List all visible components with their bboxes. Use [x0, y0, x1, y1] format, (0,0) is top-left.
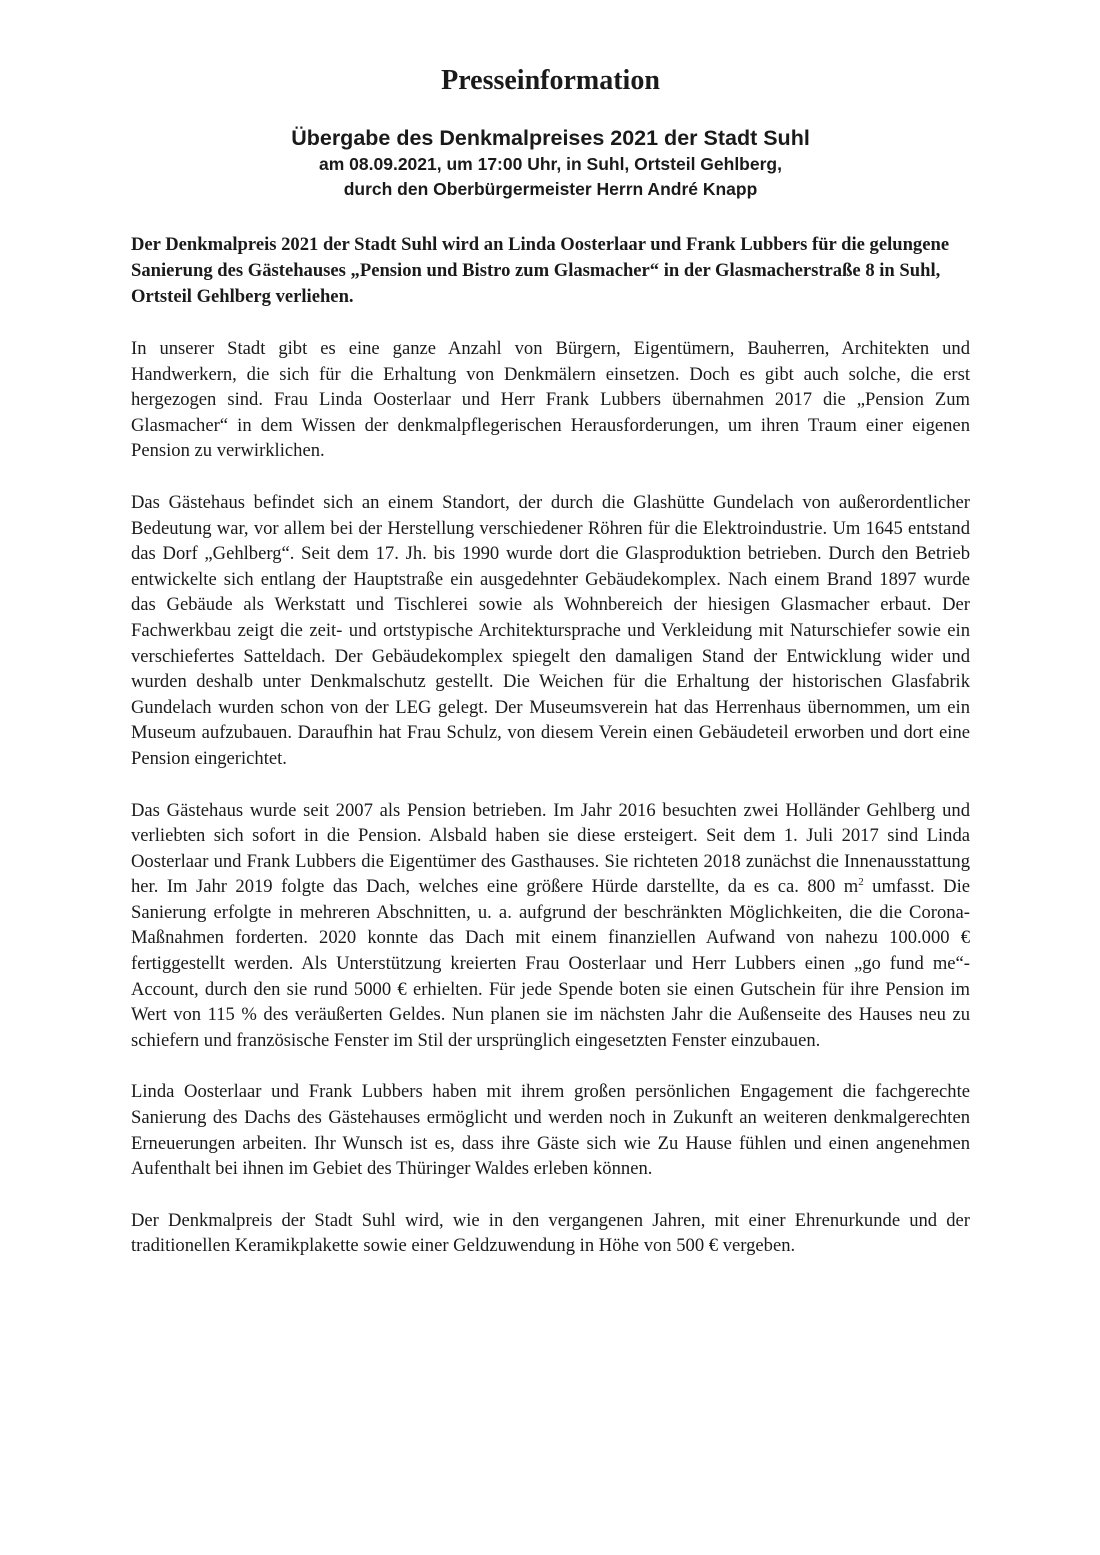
body-paragraph-1: In unserer Stadt gibt es eine ganze Anzahl von Bürgern, Eigentümern, Bauherren, Architekten und Handwerkern, die sich für die Erhaltung von Denkmälern einsetzen. Doch es gibt auch solche, die erst hergezogen sind. Frau Linda Oosterlaar und Herr Frank Lubbers übernahmen 2017 die „Pension Zum Glasmacher“ in dem Wissen der denkmalpflegerischen Herausforderungen, um ihren Traum einer eigenen Pension zu verwirklichen.	[131, 338, 970, 462]
lead-paragraph: Der Denkmalpreis 2021 der Stadt Suhl wird an Linda Oosterlaar und Frank Lubbers für die gelungene Sanierung des Gästehauses „Pension und Bistro zum Glasmacher“ in der Glasmacherstraße 8 in Suhl, Ortsteil Gehlberg verliehen.	[131, 234, 950, 307]
document-title: Presseinformation	[441, 65, 660, 96]
press-subheadline-presenter: durch den Oberbürgermeister Herrn André Knapp	[343, 179, 758, 199]
press-headline: Übergabe des Denkmalpreises 2021 der Stadt Suhl	[291, 126, 810, 150]
body-paragraph-2: Das Gästehaus befindet sich an einem Standort, der durch die Glashütte Gundelach von außerordentlicher Bedeutung war, vor allem bei der Herstellung verschiedener Röhren für die Elektroindustrie. Um 1645 entstand das Dorf „Gehlberg“. Seit dem 17. Jh. bis 1990 wurde dort die Glasproduktion betrieben. Durch den Betrieb entwickelte sich entlang der Hauptstraße ein ausgedehnter Gebäudekomplex. Nach einem Brand 1897 wurde das Gebäude als Werkstatt und Tischlerei sowie als Wohnbereich der hiesigen Glasmacher erbaut. Der Fachwerkbau zeigt die zeit- und ortstypische Architektursprache und Verkleidung mit Naturschiefer sowie ein verschiefertes Satteldach. Der Gebäudekomplex spiegelt den damaligen Stand der Entwicklung wider und wurden deshalb unter Denkmalschutz gestellt. Die Weichen für die Erhaltung der historischen Glasfabrik Gundelach wurden schon von der LEG gelegt. Der Museumsverein hat das Herrenhaus übernommen, um ein Museum aufzubauen. Daraufhin hat Frau Schulz, von diesem Verein einen Gebäudeteil erworben und dort eine Pension eingerichtet.	[131, 491, 970, 769]
body-paragraph-5: Der Denkmalpreis der Stadt Suhl wird, wie in den vergangenen Jahren, mit einer Ehrenurkunde und der traditionellen Keramikplakette sowie einer Geldzuwendung in Höhe von 500 € vergeben.	[131, 1209, 970, 1257]
body-paragraph-3-part-b: umfasst. Die Sanierung erfolgte in mehreren Abschnitten, u. a. aufgrund der beschränkten Möglichkeiten, die die Corona-Maßnahmen forderten. 2020 konnte das Dach mit einem finanziellen Aufwand von nahezu 100.000 € fertiggestellt werden. Als Unterstützung kreierten Frau Oosterlaar und Herr Lubbers einen „go fund me“-Account, durch den sie rund 5000 € erhielten. Für jede Spende boten sie einen Gutschein für ihre Pension im Wert von 115 % des veräußerten Geldes. Nun planen sie im nächsten Jahr die Außenseite des Hauses neu zu schiefern und französische Fenster im Stil der ursprünglich eingesetzten Fenster einzubauen.	[131, 876, 970, 1051]
body-paragraph-4: Linda Oosterlaar und Frank Lubbers haben mit ihrem großen persönlichen Engagement die fachgerechte Sanierung des Dachs des Gästehauses ermöglicht und werden noch in Zukunft an weiteren denkmalgerechten Erneuerungen arbeiten. Ihr Wunsch ist es, dass ihre Gäste sich wie Zu Hause fühlen und einen angenehmen Aufenthalt bei ihnen im Gebiet des Thüringer Waldes erleben können.	[131, 1081, 970, 1180]
superscript-square: 2	[858, 876, 864, 889]
body-paragraph-3	[131, 798, 970, 1054]
press-subheadline-date: am 08.09.2021, um 17:00 Uhr, in Suhl, Ortsteil Gehlberg,	[319, 154, 782, 174]
body-paragraph-3-part-a: Das Gästehaus wurde seit 2007 als Pension betrieben. Im Jahr 2016 besuchten zwei Holländer Gehlberg und verliebten sich sofort in die Pension. Alsbald haben sie diese ersteigert. Seit dem 1. Juli 2017 sind Linda Oosterlaar und Frank Lubbers die Eigentümer des Gasthauses. Sie richteten 2018 zunächst die Innenausstattung her. Im Jahr 2019 folgte das Dach, welches eine größere Hürde darstellte, da es ca. 800 m	[131, 799, 970, 898]
